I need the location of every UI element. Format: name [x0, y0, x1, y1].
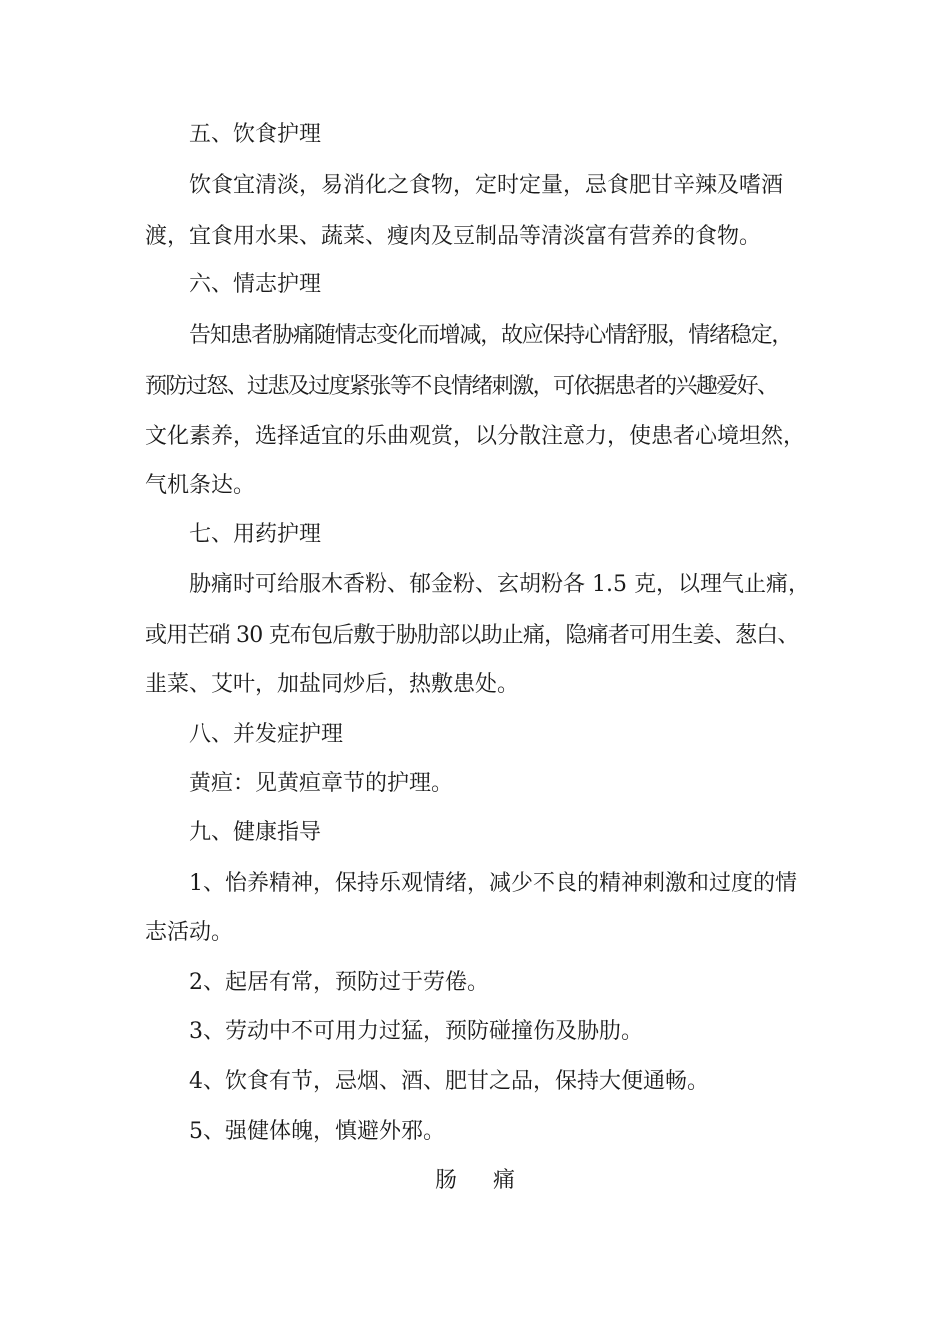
- paragraph-line: 气机条达。: [145, 473, 256, 498]
- list-item: 5、强健体魄，慎避外邪。: [189, 1119, 445, 1144]
- list-item: 2、起居有常，预防过于劳倦。: [189, 970, 489, 995]
- paragraph-line: 预防过怒、过悲及过度紧张等不良情绪刺激，可依据患者的兴趣爱好、: [145, 374, 778, 399]
- list-item: 3、劳动中不可用力过猛，预防碰撞伤及胁肋。: [189, 1019, 643, 1044]
- section-heading-emotion: 六、情志护理: [189, 272, 322, 297]
- paragraph-line: 文化素养，选择适宜的乐曲观赏，以分散注意力，使患者心境坦然，: [145, 424, 806, 449]
- section-heading-medication: 七、用药护理: [189, 522, 322, 547]
- section-heading-health-guidance: 九、健康指导: [189, 820, 322, 845]
- next-section-title: 肠痛: [434, 1168, 551, 1193]
- list-item: 1、怡养精神，保持乐观情绪，减少不良的精神刺激和过度的情: [189, 871, 797, 896]
- section-heading-diet: 五、饮食护理: [189, 122, 322, 147]
- paragraph-line: 黄疸：见黄疸章节的护理。: [189, 771, 454, 796]
- paragraph-line: 或用芒硝 30 克布包后敷于胁肋部以助止痛，隐痛者可用生姜、葱白、: [145, 623, 799, 648]
- paragraph-line: 韭菜、艾叶，加盐同炒后，热敷患处。: [145, 672, 520, 697]
- list-item: 4、饮食有节，忌烟、酒、肥甘之品，保持大便通畅。: [189, 1069, 709, 1094]
- paragraph-line: 渡，宜食用水果、蔬菜、瘦肉及豆制品等清淡富有营养的食物。: [145, 224, 762, 249]
- paragraph-line: 胁痛时可给服木香粉、郁金粉、玄胡粉各 1.5 克，以理气止痛，: [189, 572, 810, 597]
- list-item-continuation: 志活动。: [145, 920, 234, 945]
- paragraph-line: 告知患者胁痛随情志变化而增减，故应保持心情舒服，情绪稳定，: [189, 323, 793, 348]
- paragraph-line: 饮食宜清淡，易消化之食物，定时定量，忌食肥甘辛辣及嗜酒: [189, 173, 784, 198]
- section-heading-complications: 八、并发症护理: [189, 722, 344, 747]
